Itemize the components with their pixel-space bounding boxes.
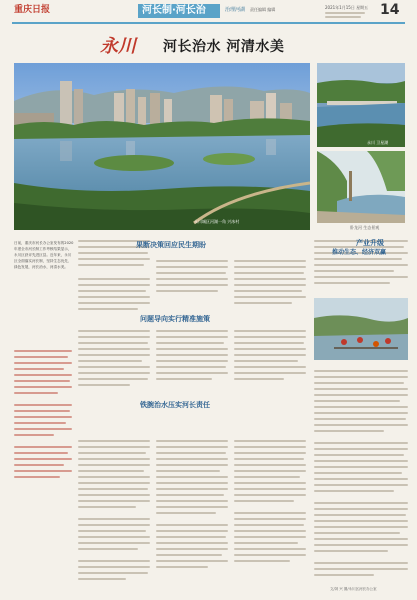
editor-label: 责任编辑 编辑 <box>250 7 276 12</box>
sidebar-note <box>14 240 74 520</box>
column-3 <box>234 236 306 596</box>
column-2 <box>156 236 228 596</box>
masthead-rule <box>12 22 405 24</box>
section-banner <box>138 4 220 18</box>
top-right-photo <box>317 63 405 147</box>
section-banner-text: 河长制·河长治 <box>142 5 206 16</box>
riverside-park-image <box>317 151 405 223</box>
newspaper-logo: 重庆日报 <box>14 5 51 15</box>
top-right-photo-caption: 永川 卫星湖 <box>367 140 389 145</box>
lake-cityscape-image <box>14 63 310 230</box>
headline-title: 河长治水 河清水美 <box>163 39 285 55</box>
subhead-2: 问题导向实行精准施策 <box>140 315 210 323</box>
bottom-right-photo <box>317 151 405 223</box>
bottom-right-photo-caption: 卧龙河 生态景观 <box>350 225 380 230</box>
subhead-3: 铁腕治水压实河长责任 <box>140 401 210 409</box>
article-body <box>78 236 408 596</box>
reservoir-aerial-image <box>317 63 405 147</box>
main-photo-caption: 永川城区河湖一角 兴冰村 <box>194 219 240 224</box>
column-4 <box>314 236 408 596</box>
river-activity-image <box>314 298 408 360</box>
section-tag: 治理河湖 <box>225 7 246 13</box>
column-1 <box>78 236 150 596</box>
header-meta: 2021年1月15日 星期五 <box>325 5 369 10</box>
rowing-photo <box>314 298 408 360</box>
subhead-1: 果断决策回应民生期盼 <box>136 241 206 249</box>
main-photo <box>14 63 310 230</box>
sidebar-note-text: 日前，重庆市河长办公室发布的2020年度全市河长制工作考核结果显示，永川区获评先进区县。近年来，永川区全面落实河长制，坚持生态优先、绿色发展，河长治水，河清水美。 <box>14 241 74 269</box>
subhead-4: 产业升级 推动生态、经济双赢 <box>332 239 387 256</box>
footer-credit: 文/刘 兴 图/永川区河长办公室 <box>330 587 377 591</box>
page-number: 14 <box>380 2 400 18</box>
